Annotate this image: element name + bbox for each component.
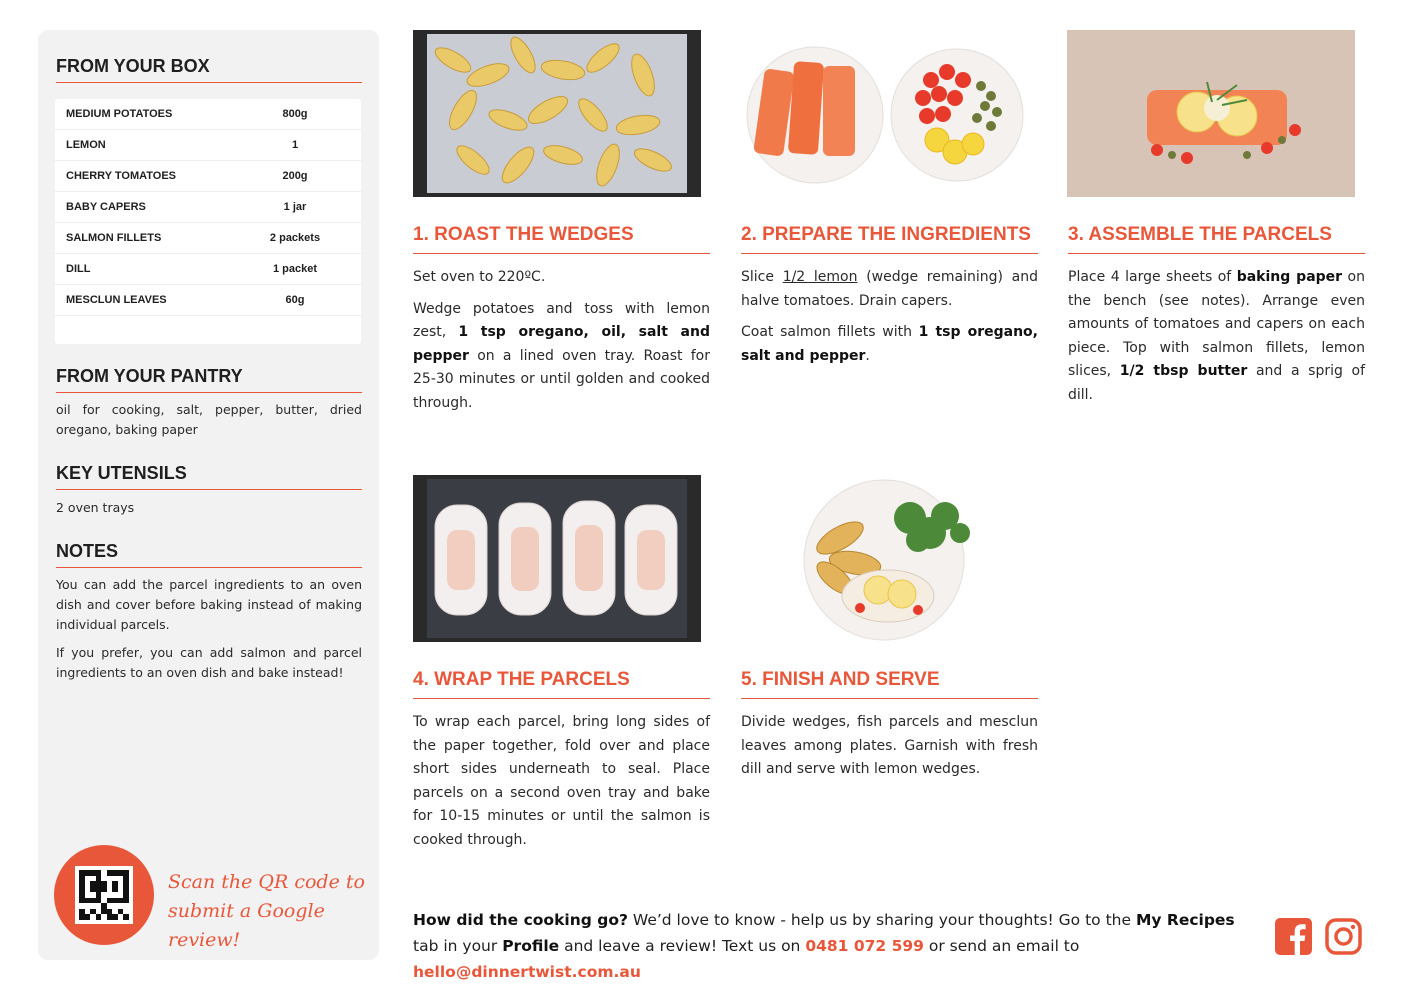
photo-prepare-ingredients bbox=[741, 40, 1031, 190]
step-2-paragraph bbox=[741, 266, 1038, 313]
step-2-title: 2. PREPARE THE INGREDIENTS bbox=[741, 224, 1038, 254]
qr-caption bbox=[168, 868, 368, 955]
table-row bbox=[55, 254, 361, 285]
step-text: . bbox=[865, 347, 870, 364]
step-text-bold: 1 tsp oregano, oil, salt and pepper bbox=[413, 324, 710, 364]
step-text: Coat salmon fillets with bbox=[741, 324, 919, 340]
ingredient-qty: 1 bbox=[291, 139, 299, 151]
qr-code-icon bbox=[75, 866, 133, 924]
step-5-title: 5. FINISH AND SERVE bbox=[741, 669, 1038, 699]
step-2-body bbox=[741, 266, 1038, 376]
ingredient-qty: 1 jar bbox=[283, 201, 307, 213]
ingredient-name: SALMON FILLETS bbox=[66, 232, 162, 244]
ingredient-name: LEMON bbox=[66, 139, 106, 151]
box-heading: FROM YOUR BOX bbox=[56, 56, 362, 83]
facebook-icon[interactable] bbox=[1275, 918, 1312, 955]
qr-caption-line: Scan the QR code to bbox=[168, 871, 365, 893]
footer-text: or send an email to bbox=[923, 937, 1080, 955]
step-1-title: 1. ROAST THE WEDGES bbox=[413, 224, 710, 254]
step-1-paragraph bbox=[413, 298, 710, 416]
photo-finish-serve bbox=[800, 478, 980, 642]
step-5-body bbox=[741, 711, 1038, 790]
step-4-body bbox=[413, 711, 710, 860]
notes-heading: NOTES bbox=[56, 541, 362, 568]
table-row bbox=[55, 130, 361, 161]
step-3-title: 3. ASSEMBLE THE PARCELS bbox=[1068, 224, 1365, 254]
ingredient-name: MESCLUN LEAVES bbox=[66, 294, 167, 306]
feedback-footer bbox=[413, 907, 1263, 985]
table-row bbox=[55, 99, 361, 130]
step-4-title: 4. WRAP THE PARCELS bbox=[413, 669, 710, 699]
qr-caption-line: submit a Google review! bbox=[168, 900, 325, 951]
step-5-paragraph: Divide wedges, fish parcels and mesclun leaves among plates. Garnish with fresh dill and serve with lemon wedges. bbox=[741, 714, 1038, 777]
step-text-bold: 1/2 tbsp butter bbox=[1119, 363, 1248, 379]
photo-assemble-parcels bbox=[1067, 30, 1355, 197]
step-text: and a sprig of dill. bbox=[1068, 363, 1365, 403]
step-3-body bbox=[1068, 266, 1365, 415]
photo-wrap-parcels bbox=[413, 475, 701, 642]
parcel-assembly-image bbox=[1067, 30, 1355, 197]
instagram-icon[interactable] bbox=[1325, 918, 1362, 955]
qr-module bbox=[123, 914, 129, 920]
ingredient-name: BABY CAPERS bbox=[66, 201, 146, 213]
step-text-bold: baking paper bbox=[1236, 269, 1343, 285]
potato-wedges-image bbox=[413, 30, 701, 197]
step-text-bold: 1 tsp oregano, salt and pepper bbox=[741, 324, 1038, 364]
photo-roast-wedges bbox=[413, 30, 701, 197]
footer-text: tab in your bbox=[413, 937, 503, 955]
table-row bbox=[55, 223, 361, 254]
ingredient-qty: 60g bbox=[285, 294, 305, 306]
step-2-paragraph bbox=[741, 321, 1038, 368]
salmon-ingredients-image bbox=[741, 40, 1031, 190]
table-row bbox=[55, 161, 361, 192]
step-1-paragraph: Set oven to 220ºC. bbox=[413, 269, 546, 285]
footer-text: and leave a review! Text us on bbox=[559, 937, 806, 955]
ingredient-qty: 2 packets bbox=[269, 232, 321, 244]
box-ingredients-table bbox=[55, 99, 361, 344]
step-text: Slice bbox=[741, 269, 783, 285]
step-text: Wedge potatoes and toss with lemon zest, bbox=[413, 300, 710, 340]
note-paragraph: You can add the parcel ingredients to an oven dish and cover before baking instead of making individual parcels. bbox=[56, 577, 362, 632]
ingredient-qty: 1 packet bbox=[272, 263, 318, 275]
ingredient-name: CHERRY TOMATOES bbox=[66, 170, 177, 182]
step-text-underlined: 1/2 lemon bbox=[782, 269, 858, 285]
step-text: on the bench (see notes). Arrange even amounts of tomatoes and capers on each piece. Top with salmon fillets, lemon slices, bbox=[1068, 269, 1366, 379]
email-link[interactable]: hello@dinnertwist.com.au bbox=[413, 963, 641, 981]
qr-code-badge[interactable] bbox=[54, 845, 154, 945]
table-row bbox=[55, 192, 361, 223]
ingredient-name: MEDIUM POTATOES bbox=[66, 108, 173, 120]
ingredient-name: DILL bbox=[66, 263, 91, 275]
ingredient-qty: 800g bbox=[282, 108, 308, 120]
pantry-text: oil for cooking, salt, pepper, butter, dried oregano, baking paper bbox=[56, 402, 362, 437]
step-text: (wedge remaining) and halve tomatoes. Drain capers. bbox=[741, 269, 1038, 309]
footer-question: How did the cooking go? bbox=[413, 911, 628, 929]
step-text: Place 4 large sheets of bbox=[1068, 269, 1237, 285]
pantry-heading: FROM YOUR PANTRY bbox=[56, 366, 362, 393]
note-paragraph: If you prefer, you can add salmon and parcel ingredients to an oven dish and bake instead! bbox=[56, 645, 362, 680]
step-1-body bbox=[413, 266, 710, 423]
wrapped-parcels-image bbox=[413, 475, 701, 642]
profile-label: Profile bbox=[502, 937, 560, 955]
utensils-text: 2 oven trays bbox=[56, 500, 135, 515]
notes-text bbox=[56, 575, 362, 691]
sidebar bbox=[38, 30, 379, 960]
footer-text: We’d love to know - help us by sharing your thoughts! Go to the bbox=[627, 911, 1136, 929]
table-row bbox=[55, 285, 361, 316]
my-recipes-label: My Recipes bbox=[1135, 911, 1235, 929]
finished-plate-image bbox=[800, 478, 980, 642]
step-text: on a lined oven tray. Roast for 25-30 minutes or until golden and cooked through. bbox=[413, 347, 710, 411]
utensils-heading: KEY UTENSILS bbox=[56, 463, 362, 490]
step-3-paragraph bbox=[1068, 266, 1365, 407]
step-4-paragraph: To wrap each parcel, bring long sides of the paper together, fold over and place short sides underneath to seal. Place parcels on a second oven tray and bake for 10-15 minutes or until the salmon is cooked through. bbox=[413, 714, 710, 848]
ingredient-qty: 200g bbox=[282, 170, 308, 182]
phone-link[interactable]: 0481 072 599 bbox=[805, 937, 924, 955]
